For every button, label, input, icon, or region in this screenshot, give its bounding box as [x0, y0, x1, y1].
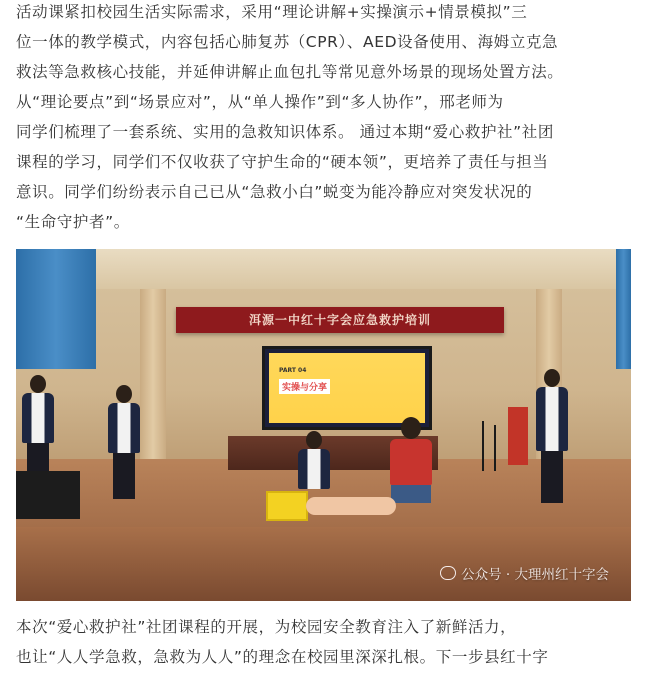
student-standing: [108, 385, 140, 499]
speaker-box: [16, 471, 80, 519]
student-standing: [536, 369, 568, 503]
text-line: 救法等急救核心技能，并延伸讲解止血包扎等常见意外场景的现场处置方法。: [16, 63, 564, 81]
text-line: 活动课紧扣校园生活实际需求，采用“理论讲解+实操演示+情景模拟”三: [16, 3, 528, 21]
text-line: 从“理论要点”到“场景应对”，从“单人操作”到“多人协作”，邢老师为: [16, 93, 504, 111]
text-line: 也让“人人学急救，急救为人人”的理念在校园里深深扎根。下一步县红十字: [16, 648, 549, 666]
text-line: 位一体的教学模式，内容包括心肺复苏（CPR）、AED设备使用、海姆立克急: [16, 33, 559, 51]
text-line: “生命守护者”。: [16, 213, 130, 231]
article-paragraph-2: [16, 612, 631, 672]
banner: 洱源一中红十字会应急救护培训: [176, 307, 504, 333]
cpr-dummy: [306, 497, 396, 515]
pillar: [140, 289, 166, 479]
slide-title: 实操与分享: [279, 379, 330, 394]
article-paragraph-1: [16, 0, 631, 237]
student-standing: [22, 375, 54, 483]
training-photo: [16, 249, 631, 601]
instructor-kneeling: [390, 417, 432, 503]
screen-slide: [269, 353, 425, 423]
aed-device: [266, 491, 308, 521]
text-line: 意识。同学们纷纷表示自己已从“急救小白”蜕变为能冷静应对突发状况的: [16, 183, 533, 201]
mic-stand: [482, 421, 484, 471]
mic-stand: [494, 425, 496, 471]
wechat-icon: [440, 566, 456, 580]
red-cross-flag: [508, 407, 528, 465]
ceiling: [16, 249, 631, 289]
watermark: [440, 563, 609, 583]
left-curtain: [16, 249, 96, 369]
watermark-text: 公众号 · 大理州红十字会: [461, 567, 609, 583]
text-line: 课程的学习，同学们不仅收获了守护生命的“硬本领”，更培养了责任与担当: [16, 153, 549, 171]
text-line: 同学们梳理了一套系统、实用的急救知识体系。 通过本期“爱心救护社”社团: [16, 123, 554, 141]
right-curtain: [616, 249, 631, 369]
slide-part-label: PART 04: [279, 367, 307, 374]
text-line: 本次“爱心救护社”社团课程的开展，为校园安全教育注入了新鲜活力，: [16, 618, 517, 636]
student-kneeling: [298, 431, 330, 489]
